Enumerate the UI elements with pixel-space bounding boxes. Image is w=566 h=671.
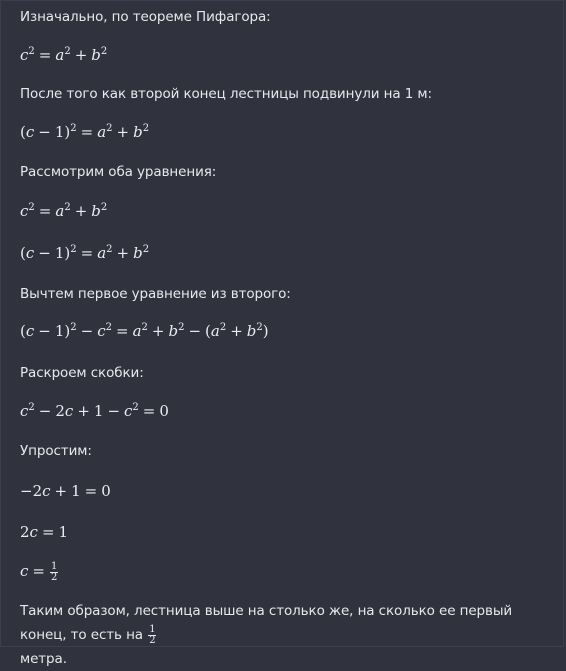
formula-eq1: $c^2 = a^2 + b^2$ — [20, 202, 108, 220]
intro-text: Изначально, по теореме Пифагора: — [20, 9, 271, 25]
formula-pythagoras: $c^2 = a^2 + b^2$ — [20, 46, 108, 64]
formula-2c: 2c = 1 — [20, 523, 69, 541]
simplify-text: Упростим: — [20, 443, 92, 459]
conclusion-text — [20, 599, 555, 671]
expand-text: Раскроем скобки: — [20, 365, 144, 381]
formula-c-half: c = $\frac{1}{2}$ — [20, 560, 58, 583]
consider-text: Рассмотрим оба уравнения: — [20, 164, 217, 180]
formula-shifted: $(c - 1)^2 = a^2 + b^2$ — [20, 123, 150, 141]
formula-subtract: $(c - 1)^2 - c^2 = a^2 + b^2 - (a^2 + b^2)$ — [20, 322, 269, 340]
conclusion-part-1: Таким образом, лестница выше на столько же, на сколько ее первый конец, то есть на — [20, 603, 513, 643]
formula-simplified: −2c + 1 = 0 — [20, 482, 111, 500]
conclusion-fraction: $\frac{1}{2}$ — [149, 623, 156, 646]
formula-eq2: $(c - 1)^2 = a^2 + b^2$ — [20, 244, 150, 262]
conclusion-part-2: метра. — [20, 651, 67, 667]
shift-text: После того как второй конец лестницы подвинули на 1 м: — [20, 86, 432, 102]
formula-expanded: $c^2 - 2c + 1 - c^2 = 0$ — [20, 402, 169, 420]
fraction-half: $\frac{1}{2}$ — [50, 560, 58, 583]
subtract-text: Вычтем первое уравнение из второго: — [20, 286, 291, 302]
